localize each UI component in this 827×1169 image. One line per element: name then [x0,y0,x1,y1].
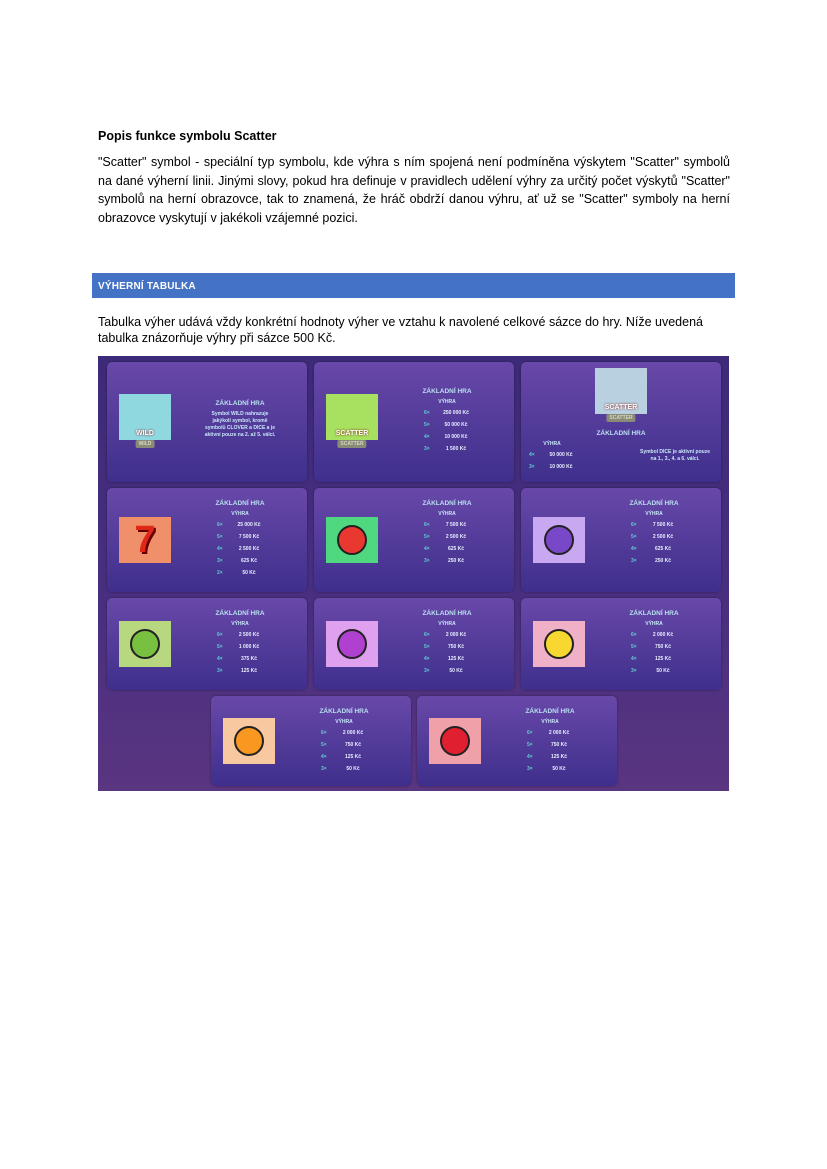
game-label: ZÁKLADNÍ HRA [629,500,679,507]
win-row [179,534,301,540]
win-row [179,668,301,674]
plum-icon [326,621,378,667]
game-label: ZÁKLADNÍ HRA [422,500,472,507]
paytable-image [98,356,729,791]
game-label: ZÁKLADNÍ HRA [422,610,472,617]
win-count: 4× [424,546,430,552]
win-row [179,632,301,638]
win-count: 3× [217,558,223,564]
joker-wild-tag: WILD [136,440,155,448]
win-amount: 125 Kč [344,754,362,760]
win-amount: 50 Kč [449,668,463,674]
game-label: ZÁKLADNÍ HRA [215,610,265,617]
cherry-icon [429,718,481,764]
win-amount: 625 Kč [654,546,672,552]
win-count: 3× [424,446,430,452]
win-count: 5× [321,742,327,748]
paytable-text [593,500,715,570]
paytable-body [283,719,405,772]
win-row [283,730,405,736]
win-label: VÝHRA [543,441,561,447]
win-amount: 250 000 Kč [443,410,469,416]
paytable-body [179,511,301,576]
win-count: 6× [217,522,223,528]
game-label: ZÁKLADNÍ HRA [319,708,369,715]
win-list [283,719,405,772]
win-row [386,534,508,540]
win-row [593,644,715,650]
paytable-card-dice-scatter [521,362,721,482]
win-count: 4× [527,754,533,760]
win-label: VÝHRA [438,511,456,517]
paytable-body [179,621,301,674]
dice-scatter-icon [595,368,647,421]
win-row [593,632,715,638]
paytable-text [179,610,301,680]
win-amount: 50 000 Kč [444,422,468,428]
win-count: 5× [424,422,430,428]
win-amount: 125 Kč [654,656,672,662]
section-heading: Popis funkce symbolu Scatter [98,129,277,143]
plum-shape [337,629,367,659]
paytable-text [283,708,405,778]
win-list [386,399,508,452]
joker-wild-icon-label: WILD [136,430,154,437]
paytable-text [386,388,508,458]
win-amount: 7 500 Kč [238,534,260,540]
win-amount: 250 Kč [654,558,672,564]
win-amount: 2 500 Kč [238,632,260,638]
win-count: 2× [217,570,223,576]
win-list [529,441,575,476]
paytable-card-clover-scatter [314,362,514,482]
grapes-icon [533,517,585,563]
win-count: 6× [424,410,430,416]
win-amount: 2 500 Kč [238,546,260,552]
win-amount: 625 Kč [240,558,258,564]
win-row [529,464,575,470]
symbol-description: Symbol WILD nahrazuje jakýkoli symbol, kromě symbolů CLOVER a DICE a je aktivní pouze na 2. až 5. válci. [204,411,276,438]
dice-scatter-tag: SCATTER [606,414,635,422]
win-row [179,522,301,528]
win-row [179,558,301,564]
win-amount: 2 000 Kč [548,730,570,736]
lemon-icon [533,621,585,667]
paytable-text [386,610,508,680]
win-count: 3× [529,464,535,470]
win-count: 6× [321,730,327,736]
joker-wild-icon [119,394,171,447]
paytable-body [179,411,301,439]
win-count: 6× [424,632,430,638]
win-row [489,754,611,760]
win-amount: 750 Kč [550,742,568,748]
win-amount: 10 000 Kč [549,464,573,470]
section-title-bar: VÝHERNÍ TABULKA [92,273,735,298]
win-amount: 125 Kč [550,754,568,760]
clover-scatter-icon-label: SCATTER [335,430,369,437]
win-amount: 1 500 Kč [445,446,467,452]
win-label: VÝHRA [231,511,249,517]
win-count: 3× [321,766,327,772]
win-row [283,766,405,772]
paytable-body [386,511,508,564]
win-count: 6× [424,522,430,528]
win-count: 3× [631,558,637,564]
game-label: ZÁKLADNÍ HRA [525,708,575,715]
win-amount: 2 000 Kč [342,730,364,736]
win-row [593,558,715,564]
win-amount: 1 000 Kč [238,644,260,650]
win-count: 4× [424,656,430,662]
paytable-intro: Tabulka výher udává vždy konkrétní hodnoty výher ve vztahu k navolené celkové sázce do hry. Níže uvedená tabulka znázorňuje výhry při sázce 500 Kč. [98,315,703,345]
paytable-card-plum [314,598,514,690]
paytable-body [386,399,508,452]
win-count: 4× [321,754,327,760]
win-amount: 750 Kč [447,644,465,650]
paytable-card-lemon [521,598,721,690]
win-count: 6× [527,730,533,736]
win-list [593,511,715,564]
win-label: VÝHRA [438,399,456,405]
paytable-text [593,610,715,680]
paytable-text [386,500,508,570]
win-count: 3× [527,766,533,772]
win-amount: 125 Kč [240,668,258,674]
win-label: VÝHRA [231,621,249,627]
win-list [386,511,508,564]
win-row [386,668,508,674]
win-amount: 7 500 Kč [652,522,674,528]
win-count: 4× [631,656,637,662]
win-count: 4× [529,452,535,458]
win-row [179,644,301,650]
paytable-body [529,441,713,476]
win-count: 5× [217,644,223,650]
win-row [593,534,715,540]
win-label: VÝHRA [645,621,663,627]
win-row [593,668,715,674]
paytable-text [529,430,713,476]
win-count: 5× [527,742,533,748]
paytable-body [489,719,611,772]
apple-shape [130,629,160,659]
watermelon-shape [337,525,367,555]
win-list [179,621,301,674]
paytable-card-joker-wild [107,362,307,482]
win-row [179,570,301,576]
win-row [489,742,611,748]
win-list [593,621,715,674]
win-amount: 375 Kč [240,656,258,662]
win-amount: 750 Kč [344,742,362,748]
win-row [489,766,611,772]
win-list [179,511,301,576]
win-row [283,742,405,748]
paytable-card-cherry [417,696,617,786]
win-row [179,656,301,662]
win-row [386,422,508,428]
win-row [283,754,405,760]
win-row [593,656,715,662]
win-count: 5× [424,644,430,650]
game-label: ZÁKLADNÍ HRA [215,500,265,507]
win-amount: 2 000 Kč [445,632,467,638]
game-label: ZÁKLADNÍ HRA [422,388,472,395]
win-row [386,546,508,552]
win-count: 6× [631,632,637,638]
win-row [386,446,508,452]
win-amount: 2 000 Kč [652,632,674,638]
win-label: VÝHRA [335,719,353,725]
game-label: ZÁKLADNÍ HRA [596,430,646,437]
win-count: 3× [217,668,223,674]
seven-glyph: 7 [134,518,156,561]
win-amount: 50 Kč [242,570,256,576]
win-amount: 2 500 Kč [445,534,467,540]
win-count: 3× [424,668,430,674]
orange-shape [234,726,264,756]
win-amount: 25 000 Kč [237,522,261,528]
watermelon-icon [326,517,378,563]
paytable-text [179,400,301,439]
cherry-shape [440,726,470,756]
win-label: VÝHRA [438,621,456,627]
win-row [593,522,715,528]
orange-icon [223,718,275,764]
paytable-text [179,500,301,582]
win-label: VÝHRA [645,511,663,517]
win-count: 5× [217,534,223,540]
win-count: 3× [424,558,430,564]
win-row [489,730,611,736]
win-amount: 250 Kč [447,558,465,564]
win-count: 4× [631,546,637,552]
win-row [593,546,715,552]
seven-icon [119,517,171,563]
clover-scatter-icon [326,394,378,447]
win-row [386,632,508,638]
win-amount: 125 Kč [447,656,465,662]
game-label: ZÁKLADNÍ HRA [629,610,679,617]
scatter-description: "Scatter" symbol - speciální typ symbolu, kde výhra s ním spojená není podmíněna výskytem "Scatter" symbolů na dané výherní linii. Jinými slovy, pokud hra definuje v pravidlech udělení výhry za určitý počet výskytů "Scatter" symbolů na herní obrazovce, tak to znamená, že hráč obdrží danou výhru, ať už se "Scatter" symboly na herní obrazovce vyskytují v jakékoli vzájemné pozici. [98,155,730,225]
paytable-card-seven [107,488,307,592]
win-row [386,644,508,650]
paytable-card-watermelon [314,488,514,592]
paytable-card-orange [211,696,411,786]
win-amount: 50 Kč [346,766,360,772]
win-count: 4× [424,434,430,440]
win-amount: 50 000 Kč [549,452,573,458]
win-count: 6× [217,632,223,638]
win-amount: 625 Kč [447,546,465,552]
win-count: 6× [631,522,637,528]
paytable-text [489,708,611,778]
win-count: 4× [217,656,223,662]
win-row [386,558,508,564]
win-count: 5× [631,534,637,540]
clover-scatter-tag: SCATTER [337,440,366,448]
lemon-shape [544,629,574,659]
win-row [386,434,508,440]
win-row [386,522,508,528]
win-row [386,410,508,416]
win-amount: 7 500 Kč [445,522,467,528]
win-count: 5× [424,534,430,540]
win-amount: 10 000 Kč [444,434,468,440]
win-list [386,621,508,674]
win-amount: 50 Kč [656,668,670,674]
paytable-body [386,621,508,674]
game-label: ZÁKLADNÍ HRA [215,400,265,407]
win-amount: 750 Kč [654,644,672,650]
win-label: VÝHRA [541,719,559,725]
paytable-body [593,511,715,564]
grapes-shape [544,525,574,555]
win-row [386,656,508,662]
apple-icon [119,621,171,667]
paytable-body [593,621,715,674]
dice-scatter-icon-label: SCATTER [604,404,638,411]
win-count: 4× [217,546,223,552]
win-count: 5× [631,644,637,650]
paytable-card-grapes [521,488,721,592]
win-row [529,452,575,458]
paytable-card-apple [107,598,307,690]
win-row [179,546,301,552]
win-amount: 50 Kč [552,766,566,772]
win-count: 3× [631,668,637,674]
symbol-description: Symbol DICE je aktivní pouze na 1., 3., 4. a 6. válci. [639,449,710,462]
win-list [489,719,611,772]
win-amount: 2 500 Kč [652,534,674,540]
